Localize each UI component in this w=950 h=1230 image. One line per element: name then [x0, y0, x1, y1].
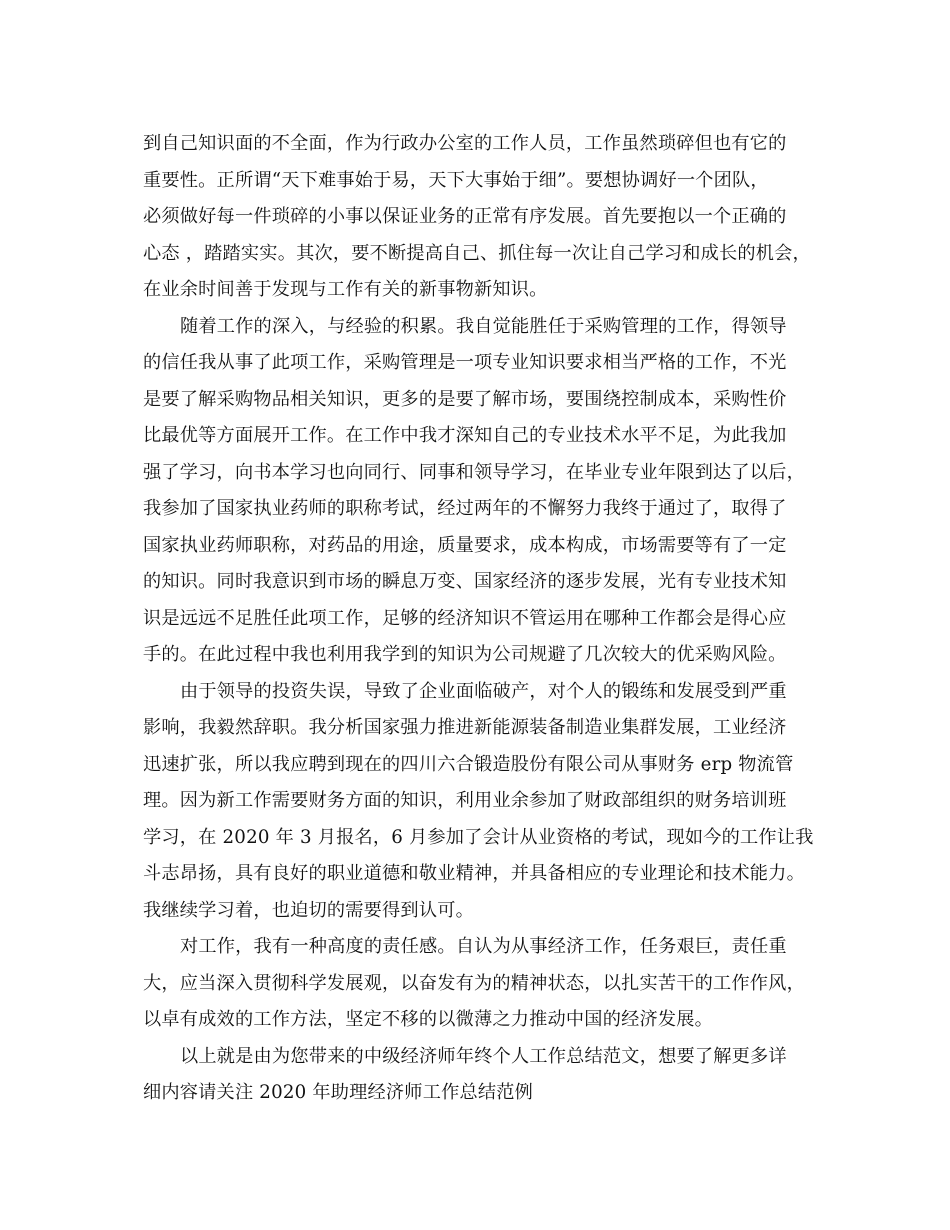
- paragraph-start-line: 随着工作的深入，与经验的积累。我自觉能胜任于采购管理的工作，得领导: [180, 315, 787, 337]
- text-line: 影响，我毅然辞职。我分析国家强力推进新能源装备制造业集群发展，工业经济: [143, 717, 787, 738]
- text-line: 的信任我从事了此项工作，采购管理是一项专业知识要求相当严格的工作，不光: [143, 352, 787, 373]
- text-line: 重要性。正所谓“天下难事始于易，天下大事始于细”。要想协调好一个团队，: [143, 169, 769, 191]
- text-line: 识是远远不足胜任此项工作，足够的经济知识不管运用在哪种工作都会是得心应: [143, 607, 787, 629]
- text-line: 斗志昂扬，具有良好的职业道德和敬业精神，并具备相应的专业理论和技术能力。: [143, 863, 805, 884]
- text-line: 我继续学习着，也迫切的需要得到认可。: [143, 899, 474, 921]
- text-line: 的知识。同时我意识到市场的瞬息万变、国家经济的逐步发展，光有专业技术知: [143, 571, 787, 592]
- text-line: 理。因为新工作需要财务方面的知识，利用业余参加了财政部组织的财务培训班: [143, 790, 787, 811]
- text-line: 必须做好每一件琐碎的小事以保证业务的正常有序发展。首先要抱以一个正确的: [143, 206, 787, 227]
- text-line: 国家执业药师职称，对药品的用途，质量要求，成本构成，市场需要等有了一定: [143, 534, 787, 556]
- text-line: 学习，在 2020 年 3 月报名，6 月参加了会计从业资格的考试，现如今的工作让我: [143, 826, 814, 848]
- text-line: 细内容请关注 2020 年助理经济师工作总结范例: [143, 1082, 534, 1103]
- text-line: 大，应当深入贯彻科学发展观，以奋发有为的精神状态，以扎实苦干的工作作风，: [143, 972, 805, 994]
- text-line: 我参加了国家执业药师的职称考试，经过两年的不懈努力我终于通过了，取得了: [143, 498, 787, 519]
- text-line: 以卓有成效的工作方法，坚定不移的以微薄之力推动中国的经济发展。: [143, 1009, 714, 1030]
- text-line: 在业余时间善于发现与工作有关的新事物新知识。: [143, 279, 548, 300]
- text-line: 强了学习，向书本学习也向同行、同事和领导学习，在毕业专业年限到达了以后，: [143, 461, 805, 483]
- text-line: 是要了解采购物品相关知识，更多的是要了解市场，要围绕控制成本，采购性价: [143, 388, 787, 410]
- paragraph-start-line: 对工作，我有一种高度的责任感。自认为从事经济工作，任务艰巨，责任重: [180, 936, 787, 957]
- text-line: 比最优等方面展开工作。在工作中我才深知自己的专业技术水平不足，为此我加: [143, 425, 787, 446]
- text-line: 迅速扩张，所以我应聘到现在的四川六合锻造股份有限公司从事财务 erp 物流管: [143, 753, 794, 775]
- text-line: 手的。在此过程中我也利用我学到的知识为公司规避了几次较大的优采购风险。: [143, 644, 787, 665]
- paragraph-start-line: 以上就是由为您带来的中级经济师年终个人工作总结范文，想要了解更多详: [180, 1045, 787, 1067]
- paragraph-start-line: 由于领导的投资失误，导致了企业面临破产，对个人的锻练和发展受到严重: [180, 680, 787, 702]
- text-line: 到自己知识面的不全面，作为行政办公室的工作人员，工作虽然琐碎但也有它的: [143, 133, 787, 154]
- document-body: [143, 126, 823, 1112]
- text-line: 心态 ，踏踏实实。其次，要不断提高自己、抓住每一次让自己学习和成长的机会，: [143, 242, 811, 264]
